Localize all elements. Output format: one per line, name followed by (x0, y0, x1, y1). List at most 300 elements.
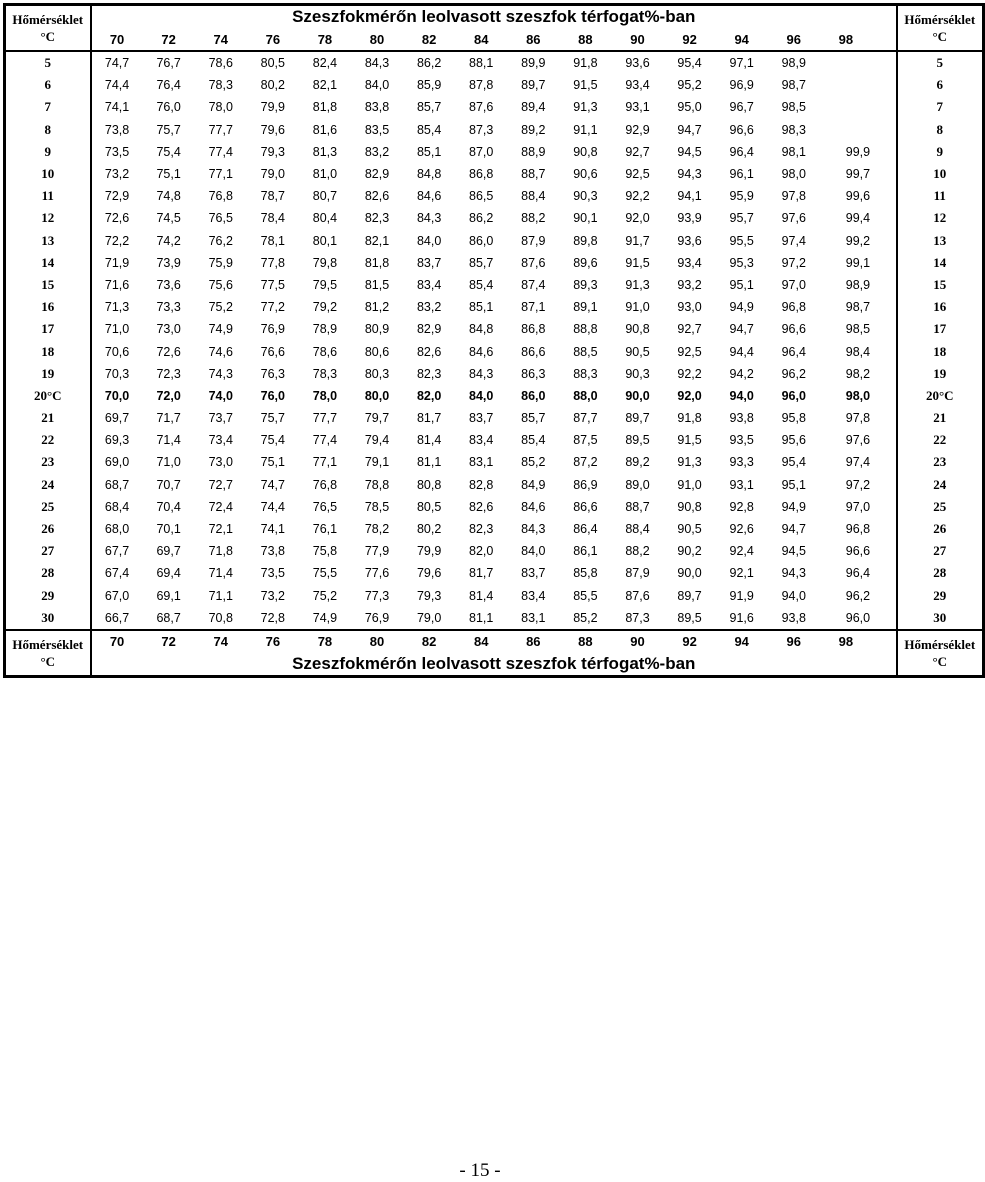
table-cell: 76,9 (364, 610, 390, 625)
table-cell: 92,7 (677, 322, 702, 337)
table-cell: 81,1 (469, 610, 494, 625)
table-cell: 74,4 (104, 78, 130, 93)
table-cell: 93,0 (677, 300, 702, 315)
table-cell: 75,5 (312, 566, 338, 581)
table-cell: 68,0 (104, 522, 130, 537)
table-cell: 76,8 (208, 189, 233, 204)
table-cell: 94,7 (677, 122, 702, 137)
row-temperature: 17 (5, 318, 91, 340)
table-cell: 87,8 (469, 78, 494, 93)
table-cell: 82,3 (416, 366, 442, 381)
table-cell: 91,3 (677, 455, 702, 470)
table-cell: 83,7 (521, 566, 546, 581)
table-cell: 96,2 (845, 588, 871, 603)
table-cell: 84,6 (416, 189, 442, 204)
table-cell: 98,0 (781, 167, 806, 182)
temp-label: Hőmérséklet (904, 636, 976, 652)
table-cell: 85,7 (416, 100, 442, 115)
table-cell: 93,5 (729, 433, 754, 448)
table-cell: 87,3 (469, 122, 494, 137)
row-temperature-right: 27 (897, 540, 983, 562)
table-cell: 70,6 (104, 344, 130, 359)
table-cell: 78,5 (364, 499, 390, 514)
table-cell: 84,8 (416, 167, 442, 182)
table-cell: 85,5 (573, 588, 598, 603)
table-cell: 73,2 (260, 588, 285, 603)
table-cell: 76,6 (260, 344, 285, 359)
table-cell: 76,3 (260, 366, 285, 381)
table-cell: 82,6 (416, 344, 442, 359)
table-cell: 74,8 (156, 189, 181, 204)
table-cell: 87,6 (625, 588, 650, 603)
table-cell: 88,1 (469, 56, 494, 71)
row-temperature-right: 23 (897, 451, 983, 473)
table-cell: 75,7 (156, 122, 181, 137)
table-cell: 77,7 (208, 122, 233, 137)
table-cell: 97,4 (845, 455, 871, 470)
column-header-70: 70 (91, 630, 143, 653)
table-cell: 75,9 (208, 255, 233, 270)
table-cell: 78,0 (208, 100, 233, 115)
table-cell: 89,5 (677, 610, 702, 625)
table-row (5, 407, 984, 429)
table-cell: 79,3 (416, 588, 442, 603)
table-cell: 98,7 (845, 300, 871, 315)
table-cell: 81,4 (469, 588, 494, 603)
table-cell: 69,4 (156, 566, 181, 581)
table-cell: 97,1 (729, 56, 754, 71)
table-cell: 89,2 (521, 122, 546, 137)
table-cell: 80,5 (260, 56, 285, 71)
table-cell: 98,5 (845, 322, 871, 337)
column-header-92: 92 (664, 28, 716, 51)
table-cell: 96,9 (729, 78, 754, 93)
column-header-78: 78 (299, 630, 351, 653)
table-cell: 79,4 (364, 433, 390, 448)
table-cell: 83,1 (521, 610, 546, 625)
table-cell: 76,5 (312, 499, 338, 514)
table-cell: 97,0 (845, 499, 871, 514)
table-cell: 87,9 (625, 566, 650, 581)
table-cell: 93,1 (729, 477, 754, 492)
table-cell: 78,2 (364, 522, 390, 537)
column-header-92: 92 (664, 630, 716, 653)
table-cell: 87,3 (625, 610, 650, 625)
table-cell: 82,6 (469, 499, 494, 514)
table-cell: 79,6 (260, 122, 285, 137)
row-temperature-right: 11 (897, 185, 983, 207)
table-cell: 88,5 (573, 344, 598, 359)
table-cell: 85,7 (469, 255, 494, 270)
table-cell: 71,6 (104, 277, 130, 292)
table-cell: 84,6 (521, 499, 546, 514)
column-header-88: 88 (559, 630, 611, 653)
table-cell: 81,5 (364, 277, 390, 292)
table-cell: 74,2 (156, 233, 181, 248)
table-cell: 84,3 (469, 366, 494, 381)
table-cell: 73,4 (208, 433, 233, 448)
table-cell: 88,0 (573, 388, 598, 403)
table-cell (820, 119, 897, 141)
table-cell: 96,4 (845, 566, 871, 581)
table-cell: 76,2 (208, 233, 233, 248)
table-cell: 89,7 (625, 411, 650, 426)
table-cell: 89,4 (521, 100, 546, 115)
table-cell: 98,5 (781, 100, 806, 115)
row-temperature: 24 (5, 474, 91, 496)
table-cell: 99,4 (845, 211, 871, 226)
row-temperature-right: 16 (897, 296, 983, 318)
table-cell: 73,3 (156, 300, 181, 315)
table-cell: 94,5 (781, 544, 806, 559)
table-row (5, 518, 984, 540)
table-cell: 86,6 (573, 499, 598, 514)
table-cell: 88,9 (521, 144, 546, 159)
table-cell: 92,8 (729, 499, 754, 514)
table-cell: 81,6 (312, 122, 338, 137)
table-cell: 84,0 (364, 78, 390, 93)
table-row (5, 607, 984, 630)
table-cell: 75,8 (312, 544, 338, 559)
table-cell: 70,0 (104, 388, 130, 403)
row-temperature-right: 6 (897, 74, 983, 96)
row-temperature: 16 (5, 296, 91, 318)
table-cell: 89,3 (573, 277, 598, 292)
column-header-82: 82 (403, 28, 455, 51)
row-temperature-right: 15 (897, 274, 983, 296)
table-cell: 81,4 (416, 433, 442, 448)
table-cell: 82,1 (364, 233, 390, 248)
column-header-96: 96 (768, 630, 820, 653)
table-row (5, 562, 984, 584)
table-cell: 82,1 (312, 78, 338, 93)
table-cell: 88,3 (573, 366, 598, 381)
column-header-76: 76 (247, 630, 299, 653)
table-cell: 80,4 (312, 211, 338, 226)
table-cell: 77,1 (208, 167, 233, 182)
table-cell: 76,0 (260, 388, 285, 403)
table-cell: 72,0 (156, 388, 181, 403)
table-cell: 90,8 (573, 144, 598, 159)
column-spacer (872, 28, 897, 51)
table-cell: 89,8 (573, 233, 598, 248)
table-cell: 80,0 (364, 388, 390, 403)
table-cell: 78,9 (312, 322, 338, 337)
table-cell: 94,2 (729, 366, 754, 381)
table-cell: 98,7 (781, 78, 806, 93)
table-cell: 80,6 (364, 344, 390, 359)
temp-label: Hőmérséklet (12, 636, 84, 652)
table-cell: 77,5 (260, 277, 285, 292)
table-cell: 73,0 (208, 455, 233, 470)
table-cell: 74,9 (312, 610, 338, 625)
table-cell: 80,8 (416, 477, 442, 492)
row-temperature: 27 (5, 540, 91, 562)
table-cell: 71,0 (104, 322, 130, 337)
table-cell: 87,2 (573, 455, 598, 470)
table-cell: 95,0 (677, 100, 702, 115)
column-header-90: 90 (611, 630, 663, 653)
table-cell: 86,2 (416, 56, 442, 71)
table-cell: 77,4 (312, 433, 338, 448)
table-cell: 94,9 (781, 499, 806, 514)
row-temperature: 23 (5, 451, 91, 473)
table-cell: 85,7 (521, 411, 546, 426)
table-cell: 71,0 (156, 455, 181, 470)
table-cell: 71,9 (104, 255, 130, 270)
table-cell: 74,7 (260, 477, 285, 492)
column-header-96: 96 (768, 28, 820, 51)
table-row (5, 496, 984, 518)
table-cell: 80,1 (312, 233, 338, 248)
table-cell: 75,2 (312, 588, 338, 603)
table-cell: 83,4 (521, 588, 546, 603)
table-cell: 69,3 (104, 433, 130, 448)
row-temperature: 19 (5, 363, 91, 385)
table-cell: 86,0 (521, 388, 546, 403)
row-temperature: 20°C (5, 385, 91, 407)
table-cell: 85,8 (573, 566, 598, 581)
table-cell: 88,2 (521, 211, 546, 226)
table-cell: 81,7 (416, 411, 442, 426)
table-cell: 82,4 (312, 56, 338, 71)
table-cell: 96,8 (781, 300, 806, 315)
table-cell: 86,9 (573, 477, 598, 492)
table-cell: 84,3 (521, 522, 546, 537)
column-header-72: 72 (143, 630, 195, 653)
table-cell: 90,3 (625, 366, 650, 381)
table-cell: 90,0 (625, 388, 650, 403)
table-cell: 90,8 (677, 499, 702, 514)
table-cell: 82,0 (416, 388, 442, 403)
table-cell: 96,0 (781, 388, 806, 403)
temp-label: Hőmérséklet (904, 12, 976, 27)
table-cell: 91,0 (625, 300, 650, 315)
table-cell: 79,0 (260, 167, 285, 182)
table-cell: 92,5 (625, 167, 650, 182)
table-cell: 90,2 (677, 544, 702, 559)
table-cell: 81,8 (312, 100, 338, 115)
column-header-94: 94 (716, 28, 768, 51)
row-temperature-right: 8 (897, 119, 983, 141)
table-cell: 94,5 (677, 144, 702, 159)
table-cell: 79,7 (364, 411, 390, 426)
table-cell: 81,1 (416, 455, 442, 470)
table-cell: 78,3 (312, 366, 338, 381)
row-temperature-right: 30 (897, 607, 983, 630)
table-row (5, 207, 984, 229)
table-cell: 69,0 (104, 455, 130, 470)
table-cell: 75,4 (260, 433, 285, 448)
table-cell: 90,8 (625, 322, 650, 337)
table-cell: 99,7 (845, 167, 871, 182)
row-temperature-right: 29 (897, 585, 983, 607)
column-header-94: 94 (716, 630, 768, 653)
table-cell: 84,6 (469, 344, 494, 359)
table-cell: 72,3 (156, 366, 181, 381)
table-cell: 73,9 (156, 255, 181, 270)
table-cell: 98,2 (845, 366, 871, 381)
table-cell (820, 96, 897, 118)
table-cell: 79,1 (364, 455, 390, 470)
table-cell: 73,5 (104, 144, 130, 159)
table-cell: 93,9 (677, 211, 702, 226)
table-cell: 88,8 (573, 322, 598, 337)
table-cell: 96,2 (781, 366, 806, 381)
table-cell: 76,1 (312, 522, 338, 537)
table-cell: 85,2 (573, 610, 598, 625)
table-cell: 95,8 (781, 411, 806, 426)
column-header-80: 80 (351, 28, 403, 51)
table-cell: 68,7 (156, 610, 181, 625)
table-cell: 97,4 (781, 233, 806, 248)
table-cell: 97,6 (845, 433, 871, 448)
table-cell: 72,9 (104, 189, 130, 204)
table-cell: 91,9 (729, 588, 754, 603)
table-cell: 75,1 (156, 167, 181, 182)
table-cell: 72,6 (104, 211, 130, 226)
table-cell: 93,1 (625, 100, 650, 115)
table-cell: 99,9 (845, 144, 871, 159)
row-temperature: 30 (5, 607, 91, 630)
table-cell: 87,7 (573, 411, 598, 426)
table-cell: 95,7 (729, 211, 754, 226)
table-cell: 82,8 (469, 477, 494, 492)
row-temperature: 10 (5, 163, 91, 185)
table-cell: 74,9 (208, 322, 233, 337)
column-footer-row (5, 630, 984, 653)
table-cell (820, 51, 897, 74)
column-header-78: 78 (299, 28, 351, 51)
table-cell: 95,6 (781, 433, 806, 448)
table-cell: 81,0 (312, 167, 338, 182)
table-cell: 91,6 (729, 610, 754, 625)
table-cell: 76,8 (312, 477, 338, 492)
temp-unit: °C (932, 29, 948, 44)
row-temperature-right: 12 (897, 207, 983, 229)
table-row (5, 141, 984, 163)
table-cell: 97,6 (781, 211, 806, 226)
table-cell: 98,9 (845, 277, 871, 292)
table-cell: 94,4 (729, 344, 754, 359)
table-cell: 86,8 (521, 322, 546, 337)
row-temperature: 15 (5, 274, 91, 296)
table-cell: 72,7 (208, 477, 233, 492)
table-cell: 86,2 (469, 211, 494, 226)
table-cell: 76,7 (156, 56, 181, 71)
table-cell: 89,2 (625, 455, 650, 470)
page-number: - 15 - (459, 1160, 501, 1181)
column-header-76: 76 (247, 28, 299, 51)
table-cell: 93,6 (625, 56, 650, 71)
table-cell: 85,1 (469, 300, 494, 315)
table-row (5, 340, 984, 362)
table-cell: 84,9 (521, 477, 546, 492)
row-temperature: 8 (5, 119, 91, 141)
table-cell: 86,0 (469, 233, 494, 248)
table-cell: 73,8 (104, 122, 130, 137)
column-header-98: 98 (820, 28, 872, 51)
table-cell: 96,1 (729, 167, 754, 182)
table-cell: 91,8 (573, 56, 598, 71)
table-row (5, 585, 984, 607)
table-cell: 71,4 (156, 433, 181, 448)
table-cell: 87,6 (469, 100, 494, 115)
table-body (5, 51, 984, 630)
table-cell: 87,4 (521, 277, 546, 292)
table-cell: 91,7 (625, 233, 650, 248)
table-cell: 74,1 (104, 100, 130, 115)
table-cell: 79,5 (312, 277, 338, 292)
table-cell: 92,0 (625, 211, 650, 226)
table-cell: 86,8 (469, 167, 494, 182)
table-cell: 82,3 (469, 522, 494, 537)
row-temperature: 29 (5, 585, 91, 607)
table-cell: 75,4 (156, 144, 181, 159)
table-cell: 74,6 (208, 344, 233, 359)
table-cell: 79,9 (260, 100, 285, 115)
table-cell: 87,1 (521, 300, 546, 315)
table-cell: 73,6 (156, 277, 181, 292)
table-cell: 93,8 (781, 610, 806, 625)
table-cell: 87,5 (573, 433, 598, 448)
column-header-74: 74 (195, 28, 247, 51)
table-cell: 66,7 (104, 610, 130, 625)
table-cell: 93,2 (677, 277, 702, 292)
table-cell: 89,7 (677, 588, 702, 603)
table-cell: 94,7 (729, 322, 754, 337)
table-cell: 80,9 (364, 322, 390, 337)
row-temperature: 9 (5, 141, 91, 163)
table-cell: 91,8 (677, 411, 702, 426)
table-cell: 80,2 (416, 522, 442, 537)
row-temperature: 7 (5, 96, 91, 118)
alcohol-correction-table (3, 3, 985, 678)
table-cell: 78,4 (260, 211, 285, 226)
table-cell: 95,3 (729, 255, 754, 270)
table-cell: 68,7 (104, 477, 130, 492)
table-cell: 89,5 (625, 433, 650, 448)
table-cell: 75,6 (208, 277, 233, 292)
table-cell: 98,3 (781, 122, 806, 137)
table-cell: 85,4 (521, 433, 546, 448)
table-cell: 83,4 (469, 433, 494, 448)
table-cell: 78,6 (208, 56, 233, 71)
table-cell: 84,0 (469, 388, 494, 403)
row-temperature: 25 (5, 496, 91, 518)
column-header-84: 84 (455, 28, 507, 51)
table-cell: 83,2 (364, 144, 390, 159)
table-cell: 95,4 (781, 455, 806, 470)
table-cell: 94,9 (729, 300, 754, 315)
table-cell: 89,7 (521, 78, 546, 93)
table-cell: 73,7 (208, 411, 233, 426)
table-cell: 88,7 (521, 167, 546, 182)
column-header-90: 90 (611, 28, 663, 51)
table-cell: 74,7 (104, 56, 130, 71)
table-cell: 83,2 (416, 300, 442, 315)
table-cell: 92,6 (729, 522, 754, 537)
table-cell: 75,7 (260, 411, 285, 426)
table-cell: 78,6 (312, 344, 338, 359)
table-cell: 84,0 (416, 233, 442, 248)
table-row (5, 429, 984, 451)
table-cell: 77,4 (208, 144, 233, 159)
table-cell: 70,1 (156, 522, 181, 537)
table-row (5, 163, 984, 185)
table-cell: 85,1 (416, 144, 442, 159)
column-header-86: 86 (507, 630, 559, 653)
